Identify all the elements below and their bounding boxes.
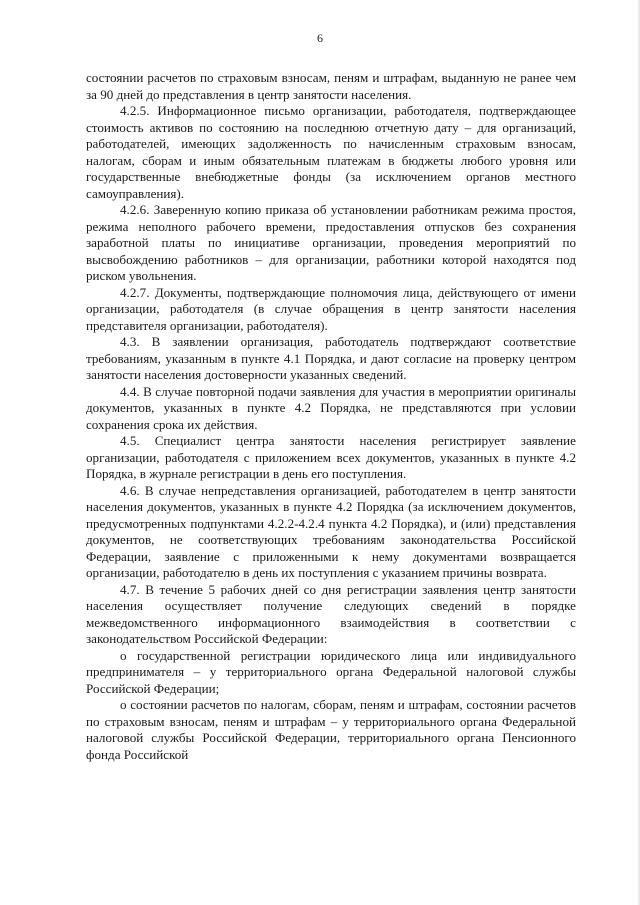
list-item-state-registration: о государственной регистрации юридического лица или индивидуального предпринимателя – у территориального органа Федеральной налоговой службы Российской Федерации; — [86, 647, 576, 696]
paragraph-4-5: 4.5. Специалист центра занятости населения регистрирует заявление организации, работодателя с приложением всех документов, указанных в пункте 4.2 Порядка, в журнале регистрации в день его поступления. — [86, 433, 576, 481]
paragraph-4-4: 4.4. В случае повторной подачи заявления для участия в мероприятии оригиналы документов, указанных в пункте 4.2 Порядка, не представляются при условии сохранения срока их действия. — [86, 383, 576, 432]
paragraph-4-7: 4.7. В течение 5 рабочих дней со дня регистрации заявления центр занятости населения осуществляет получение следующих сведений в порядке межведомственного информационного взаимодействия в соответствии с законодательством Российской Федерации: — [86, 581, 576, 646]
paragraph-continuation: состоянии расчетов по страховым взносам, пеням и штрафам, выданную не ранее чем за 90 дней до представления в центр занятости населения. — [86, 70, 576, 102]
document-body — [86, 70, 576, 763]
page-number: 6 — [317, 31, 323, 45]
paragraph-4-3: 4.3. В заявлении организация, работодатель подтверждают соответствие требованиям, указанным в пункте 4.1 Порядка, и дают согласие на проверку центром занятости населения достоверности указанных сведений. — [86, 334, 576, 382]
paragraph-4-2-6: 4.2.6. Заверенную копию приказа об установлении работникам режима простоя, режима неполного рабочего времени, предоставления отпусков без сохранения заработной платы по инициативе организации, проведения мероприятий по высвобождению работников – для организации, работники которой находятся под риском увольнения. — [86, 202, 576, 283]
paragraph-4-2-5: 4.2.5. Информационное письмо организации, работодателя, подтверждающее стоимость активов по состоянию на последнюю отчетную дату – для организаций, работодателей, имеющих задолженность по начисленным страховым взносам, налогам, сборам и иным обязательным платежам в бюджеты любого уровня или государственные внебюджетные фонды (за исключением органов местного самоуправления). — [86, 103, 576, 201]
paragraph-4-6: 4.6. В случае непредставления организацией, работодателем в центр занятости населения документов, указанных в пункте 4.2 Порядка (за исключением документов, предусмотренных подпунктами 4.2.2-4.2.4 пункта 4.2 Порядка), и (или) представления документов, не соответствующих требованиям законодательства Российской Федерации, заявление с приложенными к нему документами возвращается организации, работодателю в день их поступления с указанием причины возврата. — [86, 482, 576, 580]
paragraph-4-2-7: 4.2.7. Документы, подтверждающие полномочия лица, действующего от имени организации, работодателя (в случае обращения в центр занятости населения представителя организации, работодателя). — [86, 284, 576, 333]
list-item-tax-settlements: о состоянии расчетов по налогам, сборам, пеням и штрафам, состоянии расчетов по страховым взносам, пеням и штрафам – у территориального органа Федеральной налоговой службы Российской Федерации, территориального органа Пенсионного фонда Российской — [86, 697, 576, 762]
